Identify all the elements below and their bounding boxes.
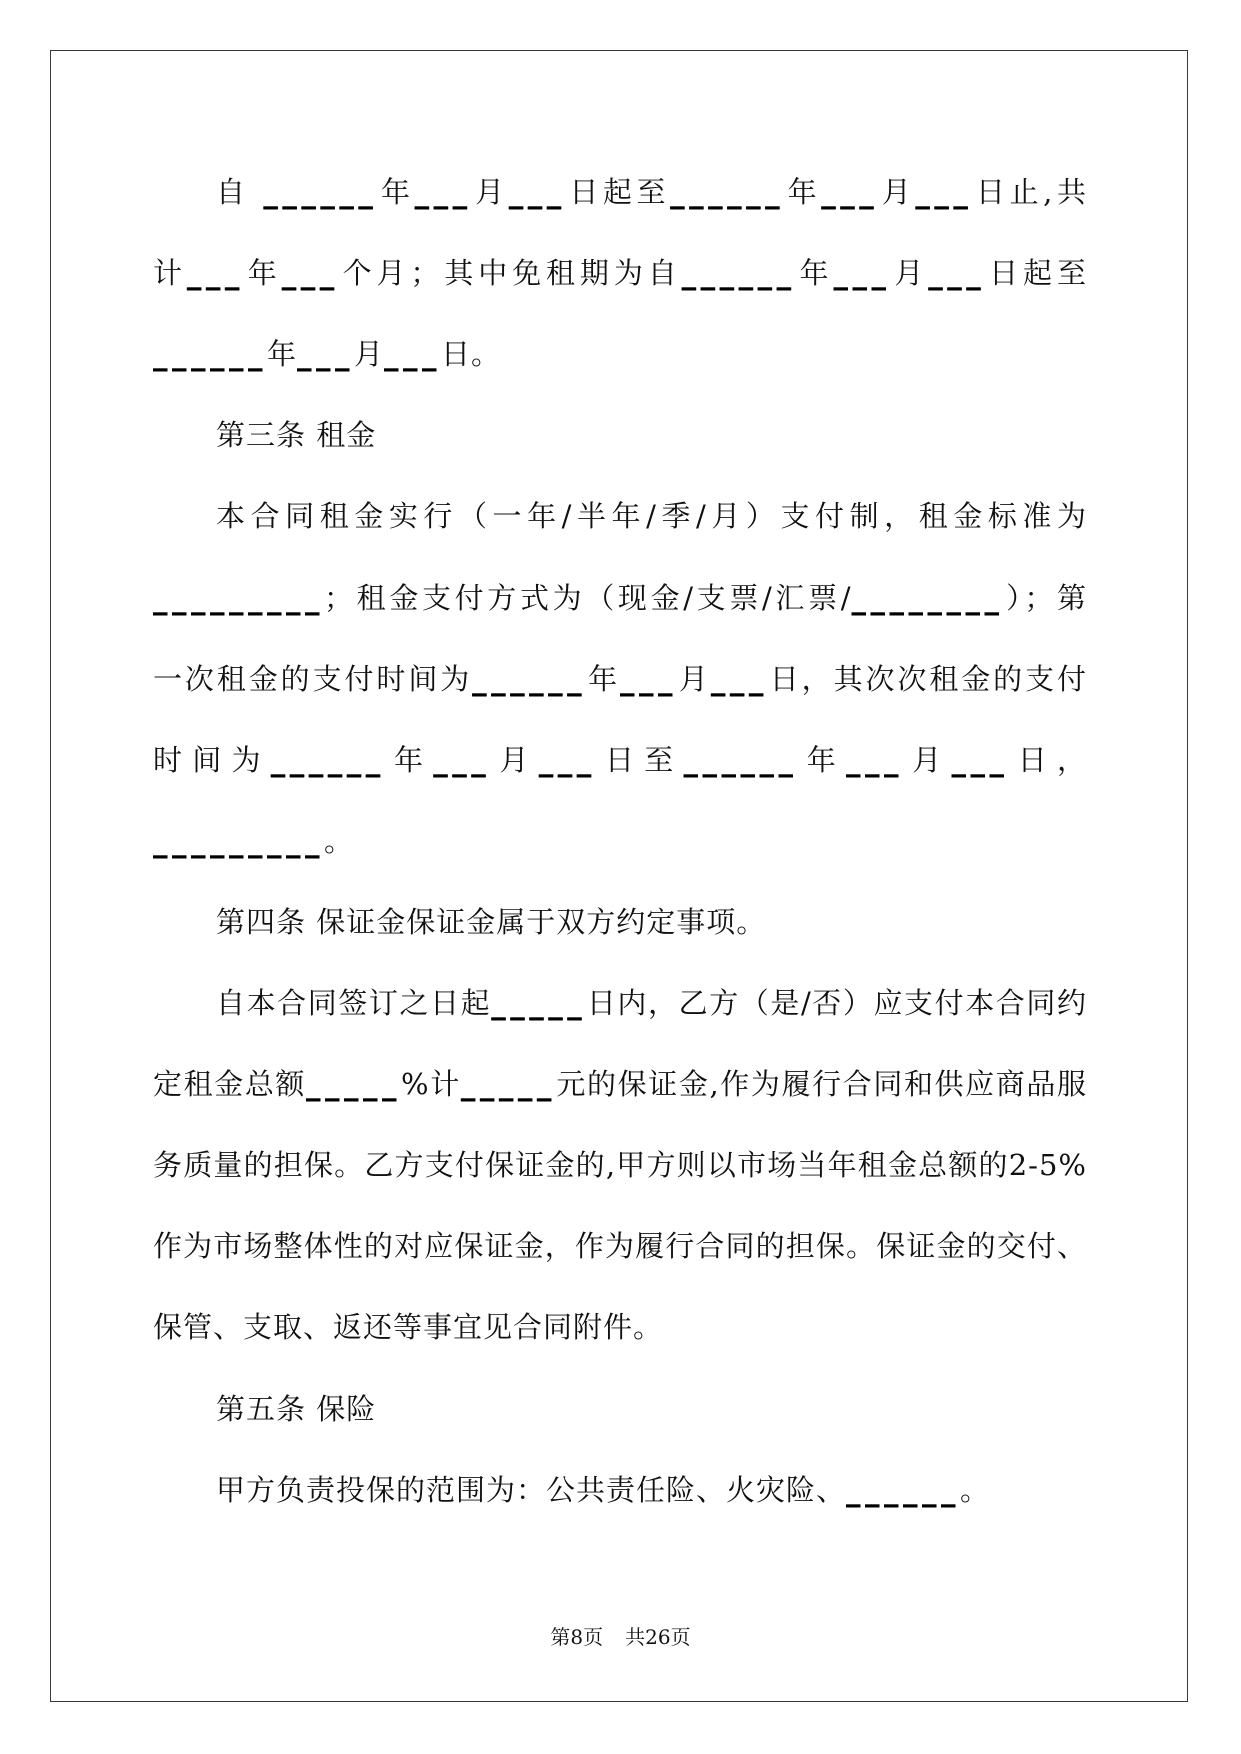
text-segment: 日起至	[565, 175, 671, 209]
text-segment: ）；第	[1003, 580, 1087, 615]
text-line	[153, 1226, 1087, 1266]
text-segment: 日内，乙方（是/否）应支付本合同约	[586, 986, 1087, 1020]
fill-in-blank: _____	[306, 1067, 402, 1102]
text-segment: 。	[960, 1472, 991, 1507]
fill-in-blank: _____	[491, 986, 587, 1020]
text-segment: 年	[243, 256, 282, 291]
fill-in-blank: ___	[538, 742, 596, 777]
text-segment: 第五条 保险	[216, 1391, 377, 1426]
text-segment: 一次租金的支付时间为	[153, 661, 473, 696]
text-segment: 自本合同签订之日起	[216, 986, 492, 1020]
text-segment: 第三条 租金	[216, 418, 377, 453]
text-segment: 第四条 保证金保证金属于双方约定事项。	[216, 904, 767, 939]
text-segment: 日，其次次租金的支付	[767, 661, 1087, 696]
text-line	[153, 821, 1087, 861]
text-line	[216, 1389, 1087, 1429]
text-line	[216, 415, 1087, 455]
current-page-label: 第8页	[550, 1625, 604, 1649]
text-line	[153, 1145, 1087, 1185]
text-line	[153, 659, 1087, 699]
text-line	[153, 253, 1087, 293]
text-segment: 年	[384, 742, 434, 777]
fill-in-blank: ______	[472, 661, 587, 696]
fill-in-blank: ___	[620, 661, 677, 696]
text-segment: 月	[471, 175, 509, 209]
fill-in-blank: ______	[270, 742, 385, 777]
fill-in-blank: ______	[670, 175, 785, 209]
fill-in-blank: ___	[297, 337, 355, 372]
text-line	[216, 172, 1087, 212]
fill-in-blank: ______	[681, 256, 796, 291]
text-segment: 月	[354, 337, 385, 372]
text-line	[216, 496, 1087, 536]
text-line	[216, 1470, 1087, 1510]
text-segment: 。	[324, 823, 355, 858]
text-segment: 年	[797, 742, 846, 777]
fill-in-blank: ___	[845, 742, 903, 777]
fill-in-blank: ______	[846, 1472, 961, 1507]
text-segment: 时间为	[153, 742, 271, 777]
total-pages-label: 共26页	[625, 1625, 691, 1649]
fill-in-blank: _____	[460, 1067, 556, 1102]
text-segment: ；租金支付方式为（现金/支票/汇票/	[324, 580, 852, 615]
text-segment: 月	[902, 742, 952, 777]
fill-in-blank: ___	[915, 175, 973, 209]
text-segment: 本合同租金实行（一年/半年/季/月）支付制，租金标准为	[216, 499, 1087, 534]
fill-in-blank: ___	[384, 337, 442, 372]
text-segment: 月	[890, 256, 929, 291]
text-segment: 个月；其中免租期为自	[338, 256, 682, 291]
fill-in-blank: _________	[153, 823, 324, 858]
text-segment: 日止,共	[972, 175, 1087, 209]
text-segment: 年	[586, 661, 620, 696]
text-segment: 务质量的担保。乙方支付保证金的,甲方则以市场当年租金总额的2-5%	[153, 1148, 1087, 1183]
fill-in-blank: ___	[186, 256, 244, 291]
text-segment: 定租金总额	[153, 1067, 307, 1102]
text-line	[153, 334, 1087, 374]
text-segment: 作为市场整体性的对应保证金，作为履行合同的担保。保证金的交付、	[153, 1229, 1087, 1264]
fill-in-blank: _________	[153, 580, 324, 615]
fill-in-blank: ___	[710, 661, 768, 696]
fill-in-blank: ___	[433, 742, 491, 777]
fill-in-blank: ___	[414, 175, 472, 209]
text-segment: 甲方负责投保的范围为：公共责任险、火灾险、	[216, 1472, 847, 1507]
text-segment: 月	[677, 661, 711, 696]
fill-in-blank: ______	[263, 175, 378, 209]
text-segment: 日起至	[985, 256, 1087, 291]
text-segment: 元的保证金,作为履行合同和供应商品服	[555, 1067, 1087, 1102]
page-number-footer	[0, 1625, 1241, 1649]
text-line	[216, 983, 1087, 1023]
fill-in-blank: ___	[821, 175, 879, 209]
text-line	[216, 902, 1087, 942]
text-line	[153, 740, 1087, 780]
fill-in-blank: ______	[683, 742, 798, 777]
text-line	[153, 1307, 1087, 1347]
fill-in-blank: ___	[508, 175, 566, 209]
text-line	[153, 1064, 1087, 1104]
text-segment: 年	[267, 337, 298, 372]
fill-in-blank: ___	[833, 256, 891, 291]
text-segment: 年	[377, 175, 415, 209]
text-segment: 保管、支取、返还等事宜见合同附件。	[153, 1310, 664, 1345]
fill-in-blank: ___	[951, 742, 1009, 777]
text-segment: 年	[784, 175, 822, 209]
fill-in-blank: ______	[153, 337, 267, 372]
text-segment: 日，	[1008, 742, 1087, 777]
text-segment: 年	[795, 256, 834, 291]
text-segment: 月	[490, 742, 539, 777]
text-segment: 计	[153, 256, 187, 291]
fill-in-blank: ________	[851, 580, 1004, 615]
text-segment: 日至	[595, 742, 684, 777]
text-segment: %计	[401, 1067, 461, 1102]
fill-in-blank: ___	[281, 256, 339, 291]
text-line	[153, 578, 1087, 618]
text-segment: 日。	[441, 337, 502, 372]
text-segment: 月	[878, 175, 916, 209]
text-segment: 自	[216, 175, 264, 209]
fill-in-blank: ___	[928, 256, 986, 291]
